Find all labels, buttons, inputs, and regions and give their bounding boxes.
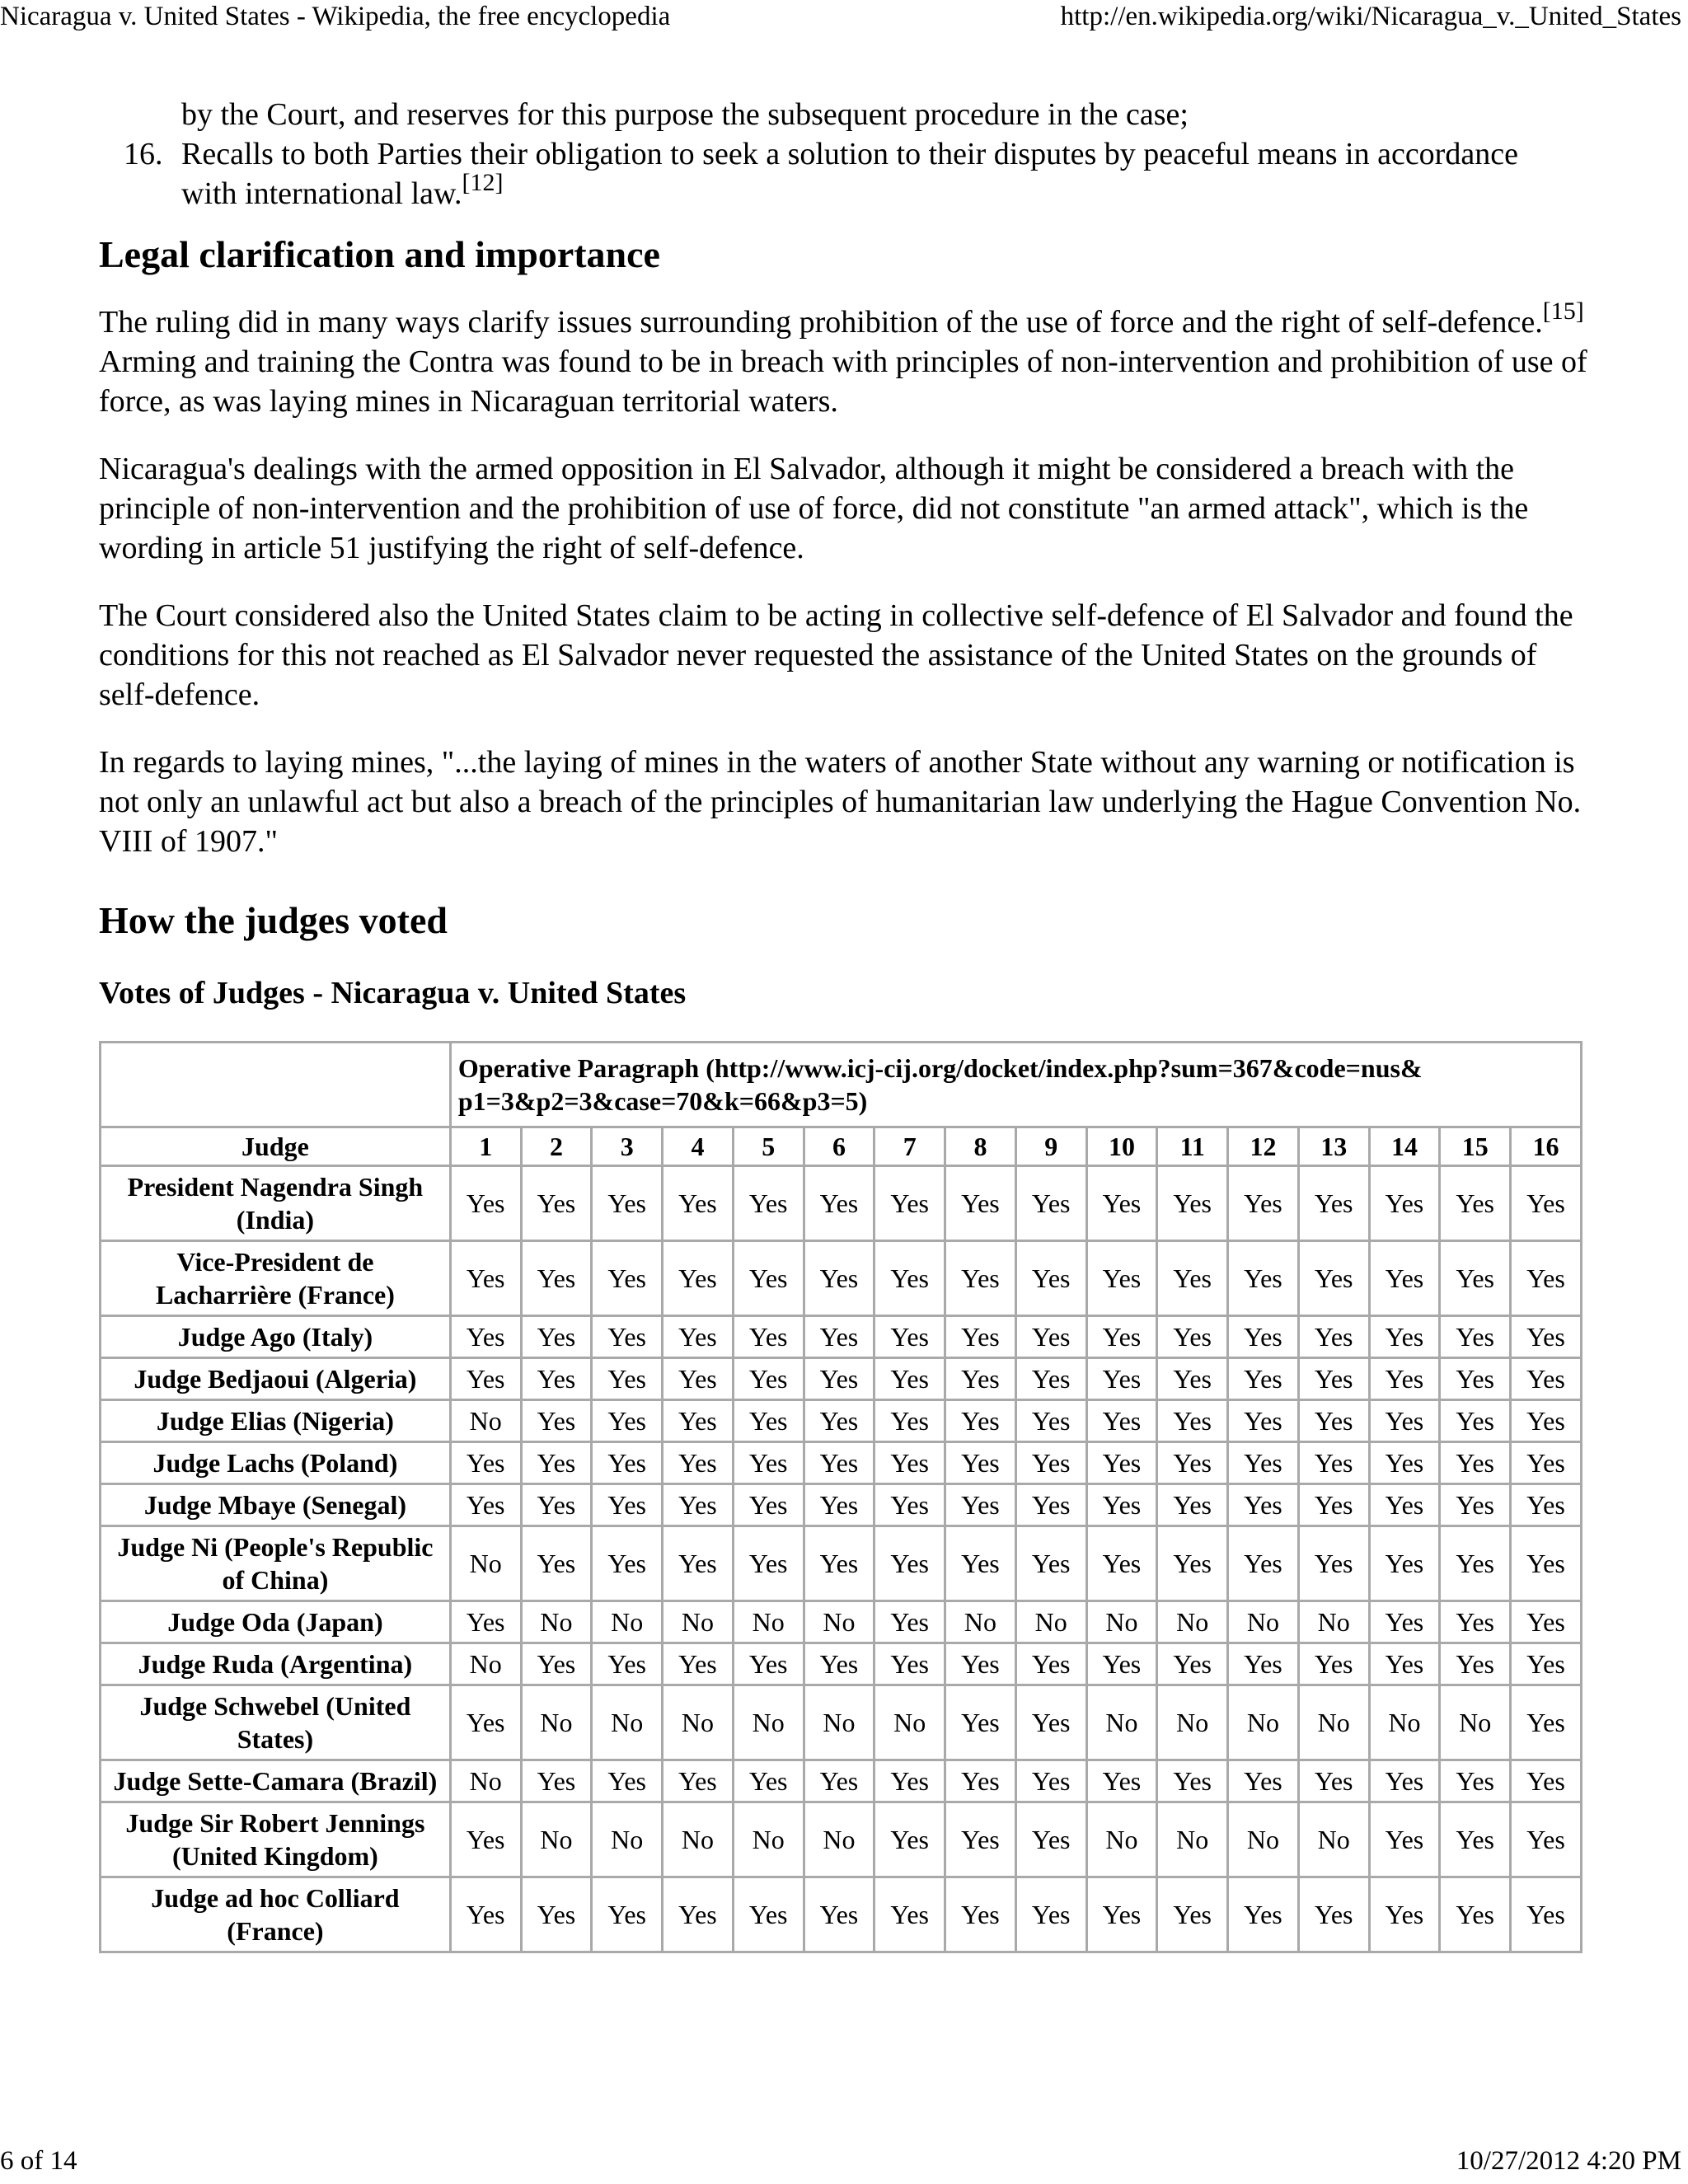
- vote-cell: Yes: [1369, 1643, 1440, 1685]
- vote-cell: Yes: [592, 1442, 663, 1484]
- vote-cell: No: [592, 1802, 663, 1877]
- vote-cell: Yes: [1511, 1643, 1582, 1685]
- vote-cell: No: [1440, 1685, 1511, 1760]
- vote-cell: Yes: [1440, 1358, 1511, 1400]
- print-footer-datetime: 10/27/2012 4:20 PM: [1456, 2146, 1681, 2176]
- table-row: [101, 1241, 1582, 1316]
- vote-cell: Yes: [1511, 1760, 1582, 1802]
- vote-cell: Yes: [1015, 1877, 1086, 1952]
- vote-cell: Yes: [1440, 1760, 1511, 1802]
- vote-cell: No: [1157, 1802, 1228, 1877]
- vote-cell: Yes: [874, 1760, 945, 1802]
- vote-cell: Yes: [804, 1484, 874, 1526]
- paragraph-column-header: 1: [450, 1127, 521, 1166]
- vote-cell: No: [1298, 1601, 1369, 1643]
- vote-cell: Yes: [1298, 1877, 1369, 1952]
- vote-cell: Yes: [450, 1241, 521, 1316]
- vote-cell: Yes: [1298, 1400, 1369, 1442]
- vote-cell: Yes: [1228, 1358, 1299, 1400]
- vote-cell: No: [733, 1685, 804, 1760]
- vote-cell: Yes: [1157, 1760, 1228, 1802]
- vote-cell: Yes: [733, 1484, 804, 1526]
- vote-cell: Yes: [1511, 1241, 1582, 1316]
- vote-cell: Yes: [663, 1400, 734, 1442]
- vote-cell: No: [804, 1685, 874, 1760]
- vote-cell: Yes: [1157, 1643, 1228, 1685]
- judge-name-cell: Judge Ago (Italy): [101, 1316, 451, 1358]
- vote-cell: Yes: [521, 1643, 592, 1685]
- vote-cell: Yes: [1369, 1601, 1440, 1643]
- table-row: [101, 1400, 1582, 1442]
- vote-cell: No: [521, 1601, 592, 1643]
- vote-cell: Yes: [450, 1358, 521, 1400]
- vote-cell: Yes: [1228, 1760, 1299, 1802]
- vote-cell: No: [1086, 1685, 1157, 1760]
- vote-cell: Yes: [592, 1760, 663, 1802]
- vote-cell: Yes: [1228, 1484, 1299, 1526]
- vote-cell: Yes: [1086, 1358, 1157, 1400]
- votes-table-body: [101, 1166, 1582, 1952]
- table-row: [101, 1760, 1582, 1802]
- vote-cell: Yes: [733, 1316, 804, 1358]
- vote-cell: Yes: [592, 1358, 663, 1400]
- reference-15[interactable]: [15]: [1542, 298, 1584, 326]
- vote-cell: Yes: [1015, 1802, 1086, 1877]
- vote-cell: Yes: [1086, 1643, 1157, 1685]
- vote-cell: No: [1015, 1601, 1086, 1643]
- heading-legal-clarification: Legal clarification and importance: [99, 233, 660, 275]
- vote-cell: No: [592, 1601, 663, 1643]
- vote-cell: Yes: [1086, 1166, 1157, 1241]
- vote-cell: No: [1228, 1802, 1299, 1877]
- paragraph-column-header: 4: [663, 1127, 734, 1166]
- vote-cell: Yes: [1086, 1241, 1157, 1316]
- vote-cell: Yes: [733, 1241, 804, 1316]
- vote-cell: Yes: [1369, 1241, 1440, 1316]
- judge-name-cell: Judge ad hoc Colliard (France): [101, 1877, 451, 1952]
- vote-cell: Yes: [945, 1685, 1016, 1760]
- print-header-url: http://en.wikipedia.org/wiki/Nicaragua_v._United_States: [1060, 2, 1681, 31]
- vote-cell: Yes: [804, 1643, 874, 1685]
- vote-cell: Yes: [663, 1877, 734, 1952]
- vote-cell: Yes: [1015, 1358, 1086, 1400]
- table-empty-cell: [101, 1043, 451, 1127]
- vote-cell: Yes: [450, 1601, 521, 1643]
- vote-cell: No: [1157, 1601, 1228, 1643]
- vote-cell: Yes: [521, 1442, 592, 1484]
- vote-cell: Yes: [1015, 1685, 1086, 1760]
- vote-cell: Yes: [874, 1802, 945, 1877]
- vote-cell: No: [450, 1400, 521, 1442]
- vote-cell: Yes: [1440, 1526, 1511, 1601]
- judge-name-cell: Judge Schwebel (United States): [101, 1685, 451, 1760]
- list-item-15-text: by the Court, and reserves for this purpose the subsequent procedure in the case;: [181, 97, 1189, 132]
- votes-table: [99, 1041, 1582, 1953]
- vote-cell: Yes: [1511, 1400, 1582, 1442]
- vote-cell: Yes: [1228, 1241, 1299, 1316]
- vote-cell: Yes: [1228, 1400, 1299, 1442]
- vote-cell: Yes: [1369, 1802, 1440, 1877]
- vote-cell: Yes: [733, 1400, 804, 1442]
- vote-cell: Yes: [945, 1400, 1016, 1442]
- judge-name-cell: Judge Ruda (Argentina): [101, 1643, 451, 1685]
- vote-cell: Yes: [804, 1316, 874, 1358]
- vote-cell: Yes: [1086, 1760, 1157, 1802]
- paragraph-column-header: 2: [521, 1127, 592, 1166]
- vote-cell: No: [945, 1601, 1016, 1643]
- judge-name-cell: President Nagendra Singh (India): [101, 1166, 451, 1241]
- vote-cell: Yes: [1440, 1241, 1511, 1316]
- table-row: [101, 1685, 1582, 1760]
- vote-cell: Yes: [874, 1241, 945, 1316]
- vote-cell: Yes: [945, 1442, 1016, 1484]
- paragraph-nicaragua-dealings: Nicaragua's dealings with the armed opposition in El Salvador, although it might be considered a breach with the principle of non-intervention and the prohibition of use of force, did not constitute "an armed attack", which is the wording in article 51 justifying the right of self-defence.: [99, 452, 1529, 565]
- article-content: [99, 95, 1599, 1953]
- vote-cell: Yes: [1228, 1877, 1299, 1952]
- vote-cell: Yes: [521, 1166, 592, 1241]
- vote-cell: Yes: [663, 1760, 734, 1802]
- vote-cell: No: [663, 1685, 734, 1760]
- print-header-title: Nicaragua v. United States - Wikipedia, the free encyclopedia: [0, 2, 671, 31]
- vote-cell: Yes: [521, 1316, 592, 1358]
- vote-cell: Yes: [663, 1316, 734, 1358]
- vote-cell: No: [1157, 1685, 1228, 1760]
- vote-cell: Yes: [1015, 1484, 1086, 1526]
- vote-cell: Yes: [450, 1166, 521, 1241]
- vote-cell: Yes: [521, 1400, 592, 1442]
- vote-cell: Yes: [663, 1241, 734, 1316]
- vote-cell: Yes: [1440, 1166, 1511, 1241]
- vote-cell: Yes: [450, 1316, 521, 1358]
- vote-cell: Yes: [663, 1166, 734, 1241]
- table-row: [101, 1526, 1582, 1601]
- vote-cell: Yes: [1015, 1400, 1086, 1442]
- paragraph-column-header: 10: [1086, 1127, 1157, 1166]
- table-row: [101, 1484, 1582, 1526]
- vote-cell: Yes: [1015, 1643, 1086, 1685]
- vote-cell: No: [1298, 1802, 1369, 1877]
- list-item-16-text-2: with international law.: [181, 176, 462, 211]
- paragraph-ruling-b: Arming and training the Contra was found to be in breach with principles of non-intervention and prohibition of use of force, as was laying mines in Nicaraguan territorial waters.: [99, 344, 1587, 419]
- paragraph-column-header: 13: [1298, 1127, 1369, 1166]
- table-row: [101, 1166, 1582, 1241]
- vote-cell: Yes: [1086, 1442, 1157, 1484]
- table-title: Votes of Judges - Nicaragua v. United States: [99, 976, 687, 1010]
- vote-cell: Yes: [1369, 1877, 1440, 1952]
- vote-cell: Yes: [1015, 1442, 1086, 1484]
- paragraph-column-header: 9: [1015, 1127, 1086, 1166]
- vote-cell: Yes: [874, 1526, 945, 1601]
- vote-cell: Yes: [1440, 1484, 1511, 1526]
- vote-cell: Yes: [1015, 1760, 1086, 1802]
- vote-cell: Yes: [1228, 1166, 1299, 1241]
- judge-name-cell: Judge Lachs (Poland): [101, 1442, 451, 1484]
- vote-cell: Yes: [1228, 1442, 1299, 1484]
- operative-paragraph-header[interactable]: Operative Paragraph (http://www.icj-cij.org/docket/index.php?sum=367&code=nus& p1=3&p2=3&case=70&k=66&p3=5): [450, 1043, 1581, 1127]
- judge-name-cell: Judge Sir Robert Jennings (United Kingdom): [101, 1802, 451, 1877]
- vote-cell: Yes: [874, 1442, 945, 1484]
- table-row: [101, 1643, 1582, 1685]
- vote-cell: Yes: [1157, 1358, 1228, 1400]
- vote-cell: Yes: [945, 1877, 1016, 1952]
- vote-cell: Yes: [945, 1241, 1016, 1316]
- vote-cell: Yes: [1511, 1316, 1582, 1358]
- heading-how-judges-voted: How the judges voted: [99, 899, 448, 941]
- vote-cell: Yes: [1440, 1316, 1511, 1358]
- vote-cell: Yes: [1440, 1400, 1511, 1442]
- vote-cell: Yes: [733, 1526, 804, 1601]
- vote-cell: Yes: [592, 1877, 663, 1952]
- paragraph-ruling-a: The ruling did in many ways clarify issues surrounding prohibition of the use of force and the right of self-defence.: [99, 305, 1543, 340]
- vote-cell: Yes: [945, 1526, 1016, 1601]
- print-footer-page: 6 of 14: [0, 2146, 77, 2176]
- table-row: [101, 1601, 1582, 1643]
- vote-cell: Yes: [1440, 1442, 1511, 1484]
- paragraph-laying-mines: In regards to laying mines, "...the laying of mines in the waters of another State without any warning or notification is not only an unlawful act but also a breach of the principles of humanitarian law underlying the Hague Convention No. VIII of 1907.": [99, 745, 1582, 859]
- judge-name-cell: Judge Elias (Nigeria): [101, 1400, 451, 1442]
- vote-cell: No: [450, 1760, 521, 1802]
- judge-name-cell: Judge Oda (Japan): [101, 1601, 451, 1643]
- table-row: [101, 1877, 1582, 1952]
- vote-cell: Yes: [1086, 1400, 1157, 1442]
- paragraph-column-header: 12: [1228, 1127, 1299, 1166]
- vote-cell: No: [1086, 1601, 1157, 1643]
- vote-cell: No: [663, 1802, 734, 1877]
- vote-cell: Yes: [733, 1166, 804, 1241]
- paragraph-ruling: [99, 298, 1599, 421]
- vote-cell: Yes: [592, 1643, 663, 1685]
- paragraph-collective-self-defence: The Court considered also the United States claim to be acting in collective self-defence of El Salvador and found the conditions for this not reached as El Salvador never requested the assistance of the United States on the grounds of self-defence.: [99, 598, 1573, 712]
- vote-cell: Yes: [945, 1760, 1016, 1802]
- vote-cell: Yes: [1369, 1400, 1440, 1442]
- vote-cell: Yes: [663, 1358, 734, 1400]
- vote-cell: Yes: [733, 1877, 804, 1952]
- vote-cell: Yes: [1511, 1802, 1582, 1877]
- vote-cell: Yes: [874, 1484, 945, 1526]
- vote-cell: Yes: [450, 1442, 521, 1484]
- table-row: [101, 1802, 1582, 1877]
- vote-cell: Yes: [733, 1358, 804, 1400]
- list-item-16-text: Recalls to both Parties their obligation to seek a solution to their disputes by peaceful means in accordance: [181, 137, 1518, 171]
- table-header-row-columns: [101, 1127, 1582, 1166]
- paragraph-column-header: 3: [592, 1127, 663, 1166]
- vote-cell: Yes: [804, 1526, 874, 1601]
- vote-cell: Yes: [874, 1316, 945, 1358]
- vote-cell: Yes: [1440, 1601, 1511, 1643]
- vote-cell: Yes: [1369, 1166, 1440, 1241]
- table-row: [101, 1442, 1582, 1484]
- paragraph-column-header: 16: [1511, 1127, 1582, 1166]
- paragraph-column-header: 8: [945, 1127, 1016, 1166]
- vote-cell: No: [663, 1601, 734, 1643]
- vote-cell: Yes: [592, 1526, 663, 1601]
- vote-cell: Yes: [1511, 1601, 1582, 1643]
- vote-cell: Yes: [733, 1760, 804, 1802]
- vote-cell: Yes: [1440, 1802, 1511, 1877]
- vote-cell: Yes: [450, 1877, 521, 1952]
- vote-cell: No: [521, 1802, 592, 1877]
- list-item-16-number: 16.: [124, 137, 163, 171]
- vote-cell: Yes: [521, 1484, 592, 1526]
- vote-cell: Yes: [1369, 1484, 1440, 1526]
- vote-cell: Yes: [1369, 1358, 1440, 1400]
- vote-cell: Yes: [1511, 1685, 1582, 1760]
- vote-cell: Yes: [1157, 1316, 1228, 1358]
- vote-cell: Yes: [733, 1442, 804, 1484]
- vote-cell: Yes: [592, 1166, 663, 1241]
- judge-name-cell: Judge Ni (People's Republic of China): [101, 1526, 451, 1601]
- vote-cell: Yes: [733, 1643, 804, 1685]
- vote-cell: Yes: [1369, 1442, 1440, 1484]
- vote-cell: Yes: [450, 1484, 521, 1526]
- vote-cell: Yes: [592, 1241, 663, 1316]
- judge-column-header: Judge: [101, 1127, 451, 1166]
- vote-cell: Yes: [1298, 1358, 1369, 1400]
- paragraph-column-header: 6: [804, 1127, 874, 1166]
- vote-cell: No: [1298, 1685, 1369, 1760]
- vote-cell: Yes: [1298, 1442, 1369, 1484]
- vote-cell: Yes: [1298, 1526, 1369, 1601]
- vote-cell: Yes: [1511, 1877, 1582, 1952]
- vote-cell: Yes: [804, 1400, 874, 1442]
- vote-cell: Yes: [945, 1643, 1016, 1685]
- vote-cell: Yes: [804, 1166, 874, 1241]
- vote-cell: Yes: [1440, 1877, 1511, 1952]
- vote-cell: No: [592, 1685, 663, 1760]
- vote-cell: Yes: [1511, 1484, 1582, 1526]
- judge-name-cell: Vice-President de Lacharrière (France): [101, 1241, 451, 1316]
- vote-cell: Yes: [1298, 1643, 1369, 1685]
- vote-cell: No: [521, 1685, 592, 1760]
- vote-cell: Yes: [521, 1526, 592, 1601]
- vote-cell: Yes: [874, 1358, 945, 1400]
- vote-cell: Yes: [804, 1760, 874, 1802]
- vote-cell: Yes: [1298, 1166, 1369, 1241]
- vote-cell: Yes: [1086, 1484, 1157, 1526]
- vote-cell: Yes: [1511, 1358, 1582, 1400]
- vote-cell: Yes: [663, 1643, 734, 1685]
- vote-cell: No: [1086, 1802, 1157, 1877]
- vote-cell: Yes: [1015, 1241, 1086, 1316]
- vote-cell: Yes: [1369, 1760, 1440, 1802]
- vote-cell: Yes: [1086, 1316, 1157, 1358]
- paragraph-column-header: 11: [1157, 1127, 1228, 1166]
- vote-cell: Yes: [1298, 1484, 1369, 1526]
- vote-cell: Yes: [521, 1877, 592, 1952]
- vote-cell: Yes: [521, 1760, 592, 1802]
- reference-12[interactable]: [12]: [462, 169, 504, 197]
- vote-cell: Yes: [521, 1241, 592, 1316]
- vote-cell: Yes: [804, 1241, 874, 1316]
- vote-cell: Yes: [1369, 1316, 1440, 1358]
- vote-cell: Yes: [804, 1358, 874, 1400]
- vote-cell: Yes: [1157, 1400, 1228, 1442]
- vote-cell: Yes: [804, 1877, 874, 1952]
- paragraph-column-header: 5: [733, 1127, 804, 1166]
- vote-cell: Yes: [1157, 1241, 1228, 1316]
- vote-cell: Yes: [945, 1166, 1016, 1241]
- vote-cell: Yes: [1511, 1442, 1582, 1484]
- vote-cell: Yes: [1086, 1877, 1157, 1952]
- vote-cell: No: [1228, 1685, 1299, 1760]
- judge-name-cell: Judge Bedjaoui (Algeria): [101, 1358, 451, 1400]
- vote-cell: Yes: [592, 1316, 663, 1358]
- paragraph-column-header: 7: [874, 1127, 945, 1166]
- vote-cell: Yes: [1157, 1877, 1228, 1952]
- vote-cell: Yes: [945, 1484, 1016, 1526]
- vote-cell: Yes: [592, 1400, 663, 1442]
- paragraph-column-header: 14: [1369, 1127, 1440, 1166]
- vote-cell: Yes: [874, 1166, 945, 1241]
- vote-cell: Yes: [450, 1685, 521, 1760]
- vote-cell: Yes: [1369, 1526, 1440, 1601]
- vote-cell: Yes: [1228, 1316, 1299, 1358]
- table-row: [101, 1358, 1582, 1400]
- vote-cell: No: [450, 1526, 521, 1601]
- vote-cell: Yes: [1440, 1643, 1511, 1685]
- vote-cell: Yes: [663, 1484, 734, 1526]
- vote-cell: Yes: [1015, 1526, 1086, 1601]
- vote-cell: Yes: [1157, 1484, 1228, 1526]
- vote-cell: Yes: [592, 1484, 663, 1526]
- vote-cell: Yes: [1298, 1760, 1369, 1802]
- vote-cell: Yes: [450, 1802, 521, 1877]
- vote-cell: Yes: [874, 1877, 945, 1952]
- vote-cell: No: [733, 1601, 804, 1643]
- vote-cell: No: [1369, 1685, 1440, 1760]
- vote-cell: Yes: [1298, 1241, 1369, 1316]
- vote-cell: Yes: [945, 1802, 1016, 1877]
- vote-cell: Yes: [1511, 1526, 1582, 1601]
- vote-cell: Yes: [1086, 1526, 1157, 1601]
- judge-name-cell: Judge Mbaye (Senegal): [101, 1484, 451, 1526]
- vote-cell: Yes: [1228, 1526, 1299, 1601]
- vote-cell: Yes: [1228, 1643, 1299, 1685]
- vote-cell: Yes: [521, 1358, 592, 1400]
- judge-name-cell: Judge Sette-Camara (Brazil): [101, 1760, 451, 1802]
- vote-cell: No: [804, 1802, 874, 1877]
- vote-cell: Yes: [1015, 1166, 1086, 1241]
- vote-cell: Yes: [1511, 1166, 1582, 1241]
- vote-cell: Yes: [663, 1526, 734, 1601]
- vote-cell: Yes: [945, 1316, 1016, 1358]
- vote-cell: No: [450, 1643, 521, 1685]
- vote-cell: No: [1228, 1601, 1299, 1643]
- paragraph-column-header: 15: [1440, 1127, 1511, 1166]
- vote-cell: Yes: [1157, 1526, 1228, 1601]
- list-item-16: [99, 134, 1599, 213]
- vote-cell: Yes: [1157, 1166, 1228, 1241]
- vote-cell: Yes: [663, 1442, 734, 1484]
- vote-cell: Yes: [874, 1643, 945, 1685]
- vote-cell: No: [874, 1685, 945, 1760]
- vote-cell: Yes: [1298, 1316, 1369, 1358]
- vote-cell: Yes: [945, 1358, 1016, 1400]
- table-header-row-operative: [101, 1043, 1582, 1127]
- list-item-15-tail: [99, 95, 1599, 134]
- table-row: [101, 1316, 1582, 1358]
- vote-cell: Yes: [1157, 1442, 1228, 1484]
- vote-cell: Yes: [874, 1400, 945, 1442]
- vote-cell: No: [733, 1802, 804, 1877]
- vote-cell: Yes: [874, 1601, 945, 1643]
- vote-cell: Yes: [1015, 1316, 1086, 1358]
- vote-cell: Yes: [804, 1442, 874, 1484]
- vote-cell: No: [804, 1601, 874, 1643]
